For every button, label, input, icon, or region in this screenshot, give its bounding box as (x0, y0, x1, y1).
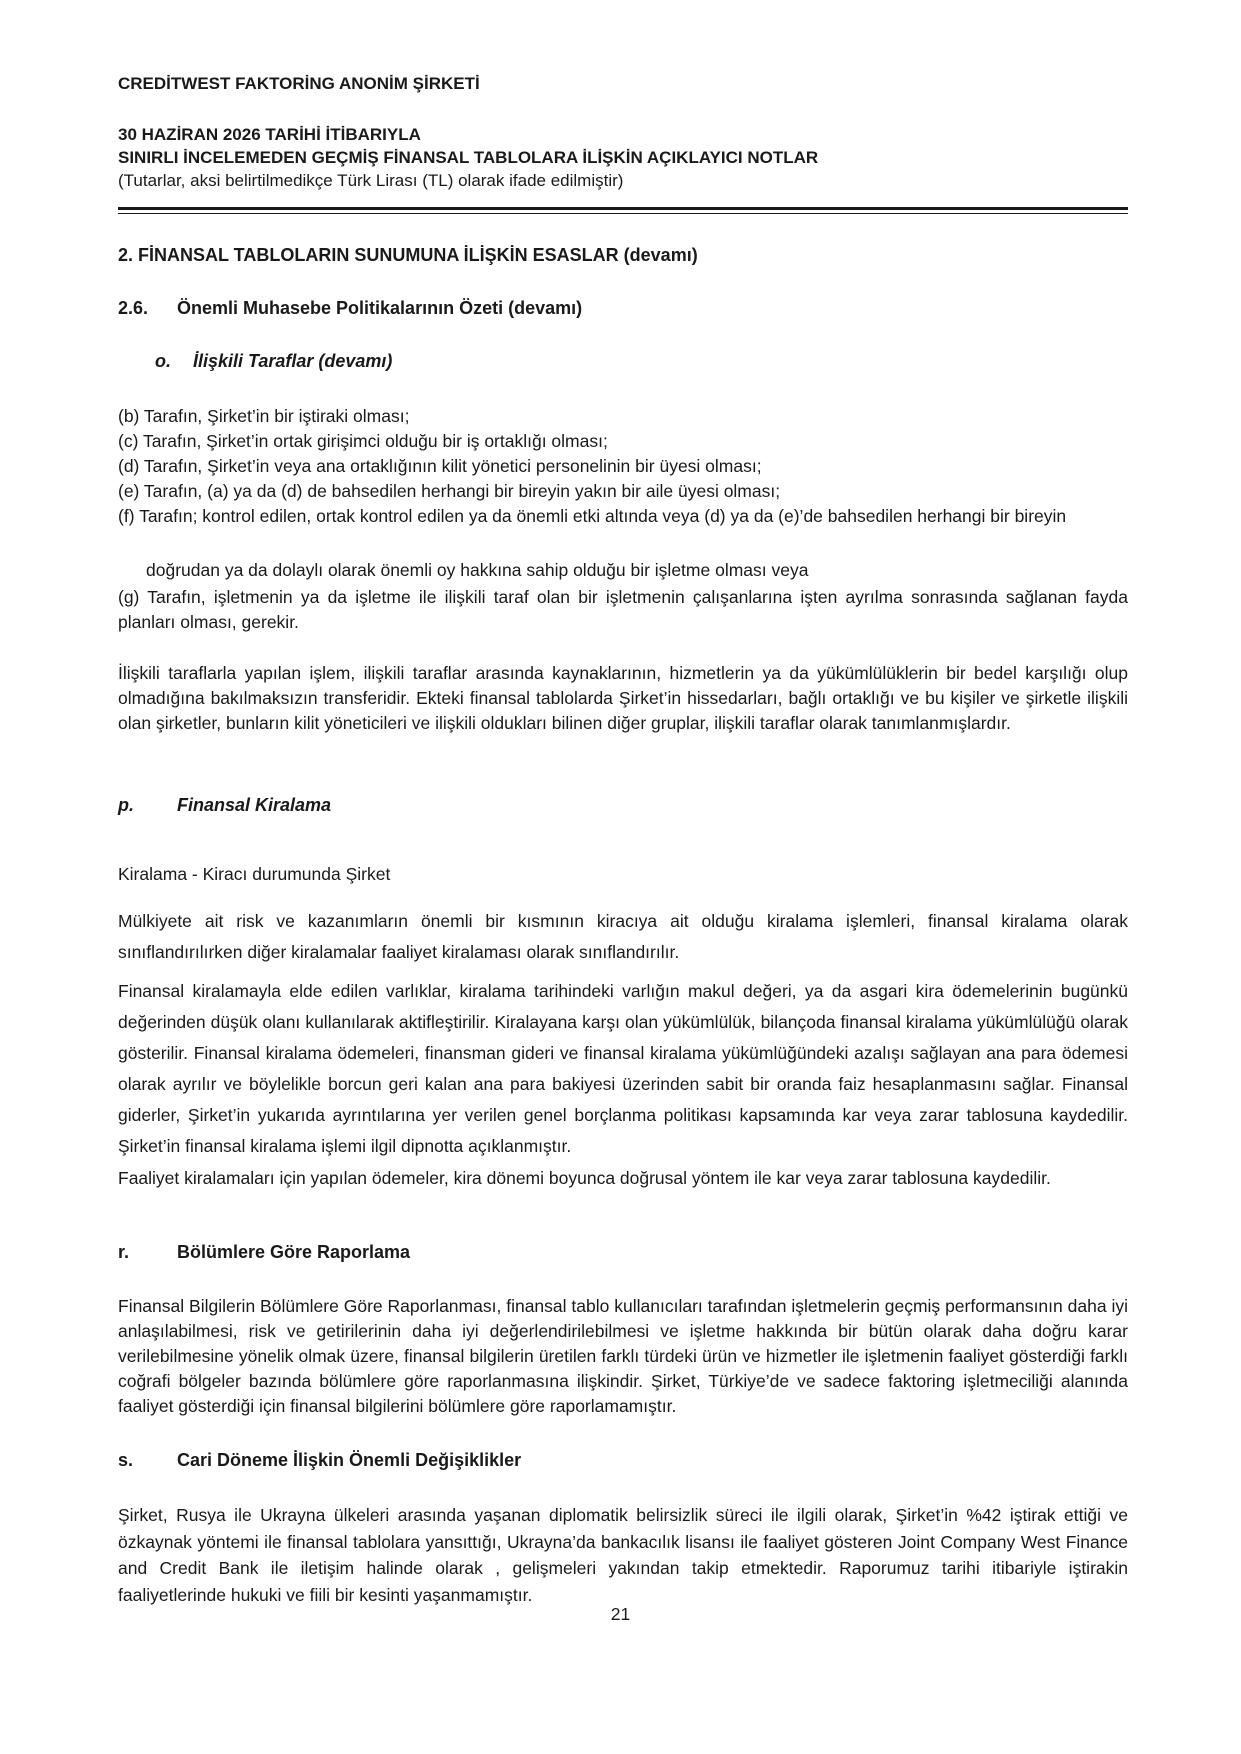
item-r-letter: r. (118, 1242, 130, 1262)
list-item-d: (d) Tarafın, Şirket’in veya ana ortaklığının kilit yönetici personelinin bir üyesi olması; (118, 456, 762, 476)
subsection-number: 2.6. (118, 298, 149, 318)
segment-reporting-paragraph: Finansal Bilgilerin Bölümlere Göre Raporlanması, finansal tablo kullanıcıları tarafından işletmelerin geçmiş performansının daha iyi anlaşılabilmesi, risk ve getirilerinin daha iyi değerlendirilebilmesi ve işletme hakkında bir bütün olarak daha doğru karar verilebilmesine yönelik olmak üzere, finansal bilgilerin üretilen farklı türdeki ürün ve hizmetler ile işletmenin faaliyet gösterdiği farklı coğrafi bölgeler bazında bölümlere göre raporlanmasına ilişkindir. Şirket, Türkiye’de ve sadece faktoring işletmeciliği alanında faaliyet gösterdiği için finansal bilgilerini bölümlere göre raporlamamıştır. (118, 1296, 1128, 1416)
significant-changes-paragraph: Şirket, Rusya ile Ukrayna ülkeleri arasında yaşanan diplomatik belirsizlik süreci ile ilgili olarak, Şirket’in %42 iştirak ettiği ve özkaynak yöntemi ile finansal tablolara yansıttığı, Ukrayna’da bankacılık lisansı ile faaliyet gösteren Joint Company West Finance and Credit Bank ile iletişim halinde olarak , gelişmeleri yakından takip etmektedir. Raporumuz tarihi itibariyle iştirakin faaliyetlerinde hukuki ve fiili bir kesinti yaşanmamıştır. (118, 1505, 1128, 1605)
leasing-subtitle: Kiralama - Kiracı durumunda Şirket (118, 864, 391, 884)
list-item-f-continued: doğrudan ya da dolaylı olarak önemli oy hakkına sahip olduğu bir işletme olması veya (146, 560, 809, 580)
section-title: 2. FİNANSAL TABLOLARIN SUNUMUNA İLİŞKİN ESASLAR (devamı) (118, 245, 698, 265)
report-title: SINIRLI İNCELEMEDEN GEÇMİŞ FİNANSAL TABLOLARA İLİŞKİN AÇIKLAYICI NOTLAR (118, 148, 819, 167)
list-item-c: (c) Tarafın, Şirket’in ortak girişimci olduğu bir iş ortaklığı olması; (118, 431, 608, 451)
header-rule-thick (118, 207, 1128, 210)
page-number: 21 (610, 1604, 631, 1624)
currency-note: (Tutarlar, aksi belirtilmedikçe Türk Lirası (TL) olarak ifade edilmiştir) (118, 171, 624, 190)
header-rule-thin (118, 213, 1128, 214)
report-date: 30 HAZİRAN 2026 TARİHİ İTİBARIYLA (118, 125, 421, 144)
leasing-paragraph-1: Mülkiyete ait risk ve kazanımların önemli bir kısmının kiracıya ait olduğu kiralama işlemleri, finansal kiralama olarak sınıflandırılırken diğer kiralamalar faaliyet kiralaması olarak sınıflandırılır. (118, 911, 1128, 962)
item-o-title: İlişkili Taraflar (devamı) (193, 351, 393, 371)
item-s-letter: s. (118, 1450, 134, 1470)
item-s-title: Cari Döneme İlişkin Önemli Değişiklikler (177, 1450, 522, 1470)
leasing-paragraph-3: Faaliyet kiralamaları için yapılan ödemeler, kira dönemi boyunca doğrusal yöntem ile kar veya zarar tablosuna kaydedilir. (118, 1168, 1051, 1188)
item-p-title: Finansal Kiralama (177, 795, 332, 815)
list-item-b: (b) Tarafın, Şirket’in bir iştiraki olması; (118, 406, 410, 426)
subsection-title: Önemli Muhasebe Politikalarının Özeti (devamı) (177, 298, 583, 318)
item-o-letter: o. (155, 351, 171, 371)
company-name: CREDİTWEST FAKTORİNG ANONİM ŞİRKETİ (118, 74, 480, 93)
list-item-g: (g) Tarafın, işletmenin ya da işletme ile ilişkili taraf olan bir işletmenin çalışanlarına işten ayrılma sonrasında sağlanan fayda planları olması, gerekir. (118, 587, 1128, 632)
leasing-paragraph-2: Finansal kiralamayla elde edilen varlıklar, kiralama tarihindeki varlığın makul değeri, ya da asgari kira ödemelerinin bugünkü değerinden düşük olanı kullanılarak aktifleştirilir. Kiralayana karşı olan yükümlülük, bilançoda finansal kiralama yükümlülüğü olarak gösterilir. Finansal kiralama ödemeleri, finansman gideri ve finansal kiralama yükümlüğündeki azalışı sağlayan ana para ödemesi olarak ayrılır ve böylelikle borcun geri kalan ana para bakiyesi üzerinden sabit bir oranda faiz hesaplanmasını sağlar. Finansal giderler, Şirket’in yukarıda ayrıntılarına yer verilen genel borçlanma politikası kapsamında kar veya zarar tablosuna kaydedilir. Şirket’in finansal kiralama işlemi ilgil dipnotta açıklanmıştır. (118, 981, 1128, 1156)
item-r-title: Bölümlere Göre Raporlama (177, 1242, 411, 1262)
item-p-letter: p. (118, 795, 134, 815)
related-parties-paragraph: İlişkili taraflarla yapılan işlem, ilişkili taraflar arasında kaynaklarının, hizmetlerin ya da yükümlülüklerin bir bedel karşılığı olup olmadığına bakılmaksızın transferidir. Ekteki finansal tablolarda Şirket’in hissedarları, bağlı ortaklığı ve bu kişiler ve şirketle ilişkili olan şirketler, bunların kilit yöneticileri ve ilişkili oldukları bilinen diğer gruplar, ilişkili taraflar olarak tanımlanmışlardır. (118, 663, 1128, 733)
list-item-f: (f) Tarafın; kontrol edilen, ortak kontrol edilen ya da önemli etki altında veya (d) ya da (e)’de bahsedilen herhangi bir bireyin (118, 506, 1067, 526)
list-item-e: (e) Tarafın, (a) ya da (d) de bahsedilen herhangi bir bireyin yakın bir aile üyesi olması; (118, 481, 781, 501)
